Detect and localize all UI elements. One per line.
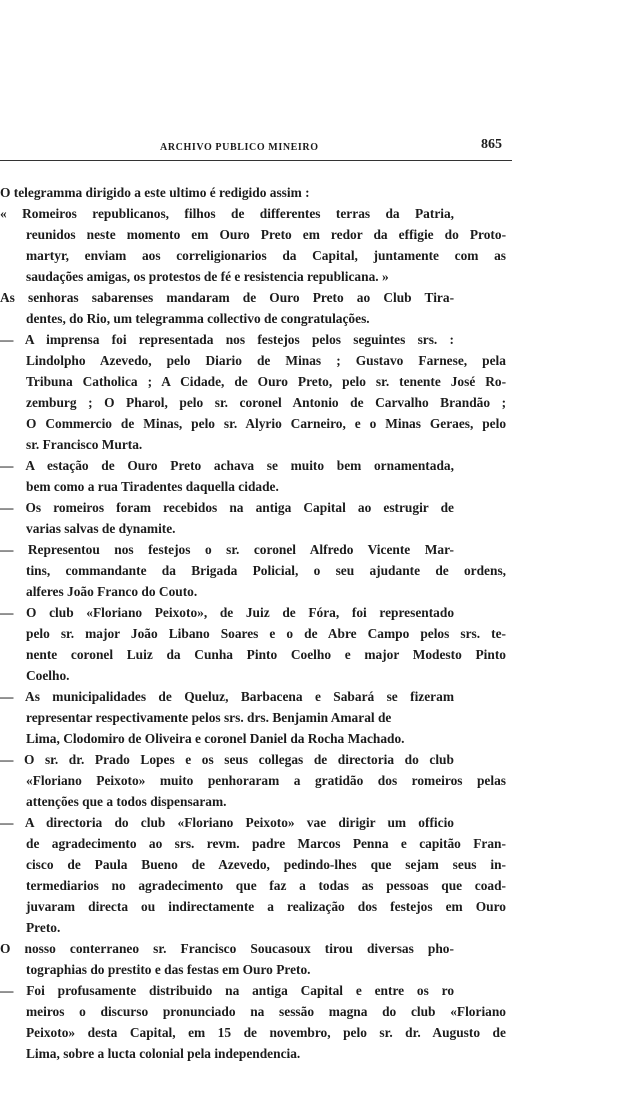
text-line: juvaram directa ou indirectamente a realização dos festejos em Ouro — [26, 899, 506, 914]
text-line: varias salvas de dynamite. — [26, 521, 176, 536]
text-line: Lima, sobre a lucta colonial pela independencia. — [26, 1046, 301, 1061]
text-line: dentes, do Rio, um telegramma collectivo de congratulações. — [26, 311, 370, 326]
text-line: — A imprensa foi representada nos festejos pelos seguintes srs. : — [0, 332, 454, 347]
article-body — [0, 182, 506, 1064]
paragraph-coronel — [0, 539, 506, 602]
text-line: — Representou nos festejos o sr. coronel Alfredo Vicente Mar- — [0, 542, 454, 557]
text-line: O nosso conterraneo sr. Francisco Soucasoux tirou diversas pho- — [0, 941, 454, 956]
text-line: tographias do prestito e das festas em Ouro Preto. — [26, 962, 311, 977]
header-rule — [0, 160, 512, 161]
text-line: — A estação de Ouro Preto achava se muito bem ornamentada, — [0, 458, 454, 473]
text-line: zemburg ; O Pharol, pelo sr. coronel Antonio de Carvalho Brandão ; — [26, 395, 507, 410]
text-line: sr. Francisco Murta. — [26, 437, 143, 452]
text-line: — Os romeiros foram recebidos na antiga Capital ao estrugir de — [0, 500, 454, 515]
text-line: alferes João Franco do Couto. — [26, 584, 198, 599]
text-line: — Foi profusamente distribuido na antiga Capital e entre os ro — [0, 983, 455, 998]
text-line: — O club «Floriano Peixoto», de Juiz de Fóra, foi representado — [0, 605, 455, 620]
text-line: « Romeiros republicanos, filhos de differentes terras da Patria, — [0, 206, 455, 221]
text-line: pelo sr. major João Libano Soares e o de Abre Campo pelos srs. te- — [26, 626, 506, 641]
text-line: bem como a rua Tiradentes daquella cidade. — [26, 479, 279, 494]
text-line: tins, commandante da Brigada Policial, o seu ajudante de ordens, — [26, 563, 507, 578]
paragraph-directoria — [0, 812, 506, 938]
text-line: martyr, enviam aos correligionarios da Capital, juntamente com as — [26, 248, 506, 263]
text-line: cisco de Paula Bueno de Azevedo, pedindo-lhes que sejam seus in- — [26, 857, 506, 872]
text-line: O Commercio de Minas, pelo sr. Alyrio Carneiro, e o Minas Geraes, pelo — [26, 416, 507, 431]
text-line: de agradecimento ao srs. revm. padre Marcos Penna e capitão Fran- — [26, 836, 506, 851]
paragraph-telegram-intro — [0, 182, 506, 203]
paragraph-club-juiz-de-fora — [0, 602, 506, 686]
text-line: meiros o discurso pronunciado na sessão magna do club «Floriano — [26, 1004, 506, 1019]
text-line: O telegramma dirigido a este ultimo é redigido assim : — [0, 185, 310, 200]
text-line: Lima, Clodomiro de Oliveira e coronel Daniel da Rocha Machado. — [26, 731, 405, 746]
running-header-title: ARCHIVO PUBLICO MINEIRO — [160, 142, 319, 153]
text-line: — As municipalidades de Queluz, Barbacena e Sabará se fizeram — [0, 689, 454, 704]
text-line: saudações amigas, os protestos de fé e resistencia republicana. » — [26, 269, 389, 284]
text-line: termediarios no agradecimento que faz a todas as pessoas que coad- — [26, 878, 507, 893]
paragraph-sabarenses — [0, 287, 506, 329]
paragraph-photographias — [0, 938, 506, 980]
text-line: As senhoras sabarenses mandaram de Ouro Preto ao Club Tira- — [0, 290, 455, 305]
paragraph-municipalidades — [0, 686, 506, 749]
text-line: representar respectivamente pelos srs. drs. Benjamin Amaral de — [26, 710, 392, 725]
text-line: Coelho. — [26, 668, 70, 683]
paragraph-prado-lopes — [0, 749, 506, 812]
text-line: «Floriano Peixoto» muito penhoraram a gratidão dos romeiros pelas — [26, 773, 506, 788]
text-line: Preto. — [26, 920, 61, 935]
paragraph-discurso — [0, 980, 506, 1064]
text-line: — O sr. dr. Prado Lopes e os seus collegas de directoria do club — [0, 752, 454, 767]
text-line: attenções que a todos dispensaram. — [26, 794, 227, 809]
paragraph-estacao — [0, 455, 506, 497]
text-line: — A directoria do club «Floriano Peixoto» vae dirigir um officio — [0, 815, 454, 830]
paragraph-imprensa — [0, 329, 506, 455]
text-line: Peixoto» desta Capital, em 15 de novembro, pelo sr. dr. Augusto de — [26, 1025, 506, 1040]
text-line: nente coronel Luiz da Cunha Pinto Coelho e major Modesto Pinto — [26, 647, 506, 662]
text-line: Lindolpho Azevedo, pelo Diario de Minas ; Gustavo Farnese, pela — [26, 353, 506, 368]
text-line: Tribuna Catholica ; A Cidade, de Ouro Preto, pelo sr. tenente José Ro- — [26, 374, 507, 389]
page-number: 865 — [481, 137, 502, 152]
text-line: reunidos neste momento em Ouro Preto em redor da effigie do Proto- — [26, 227, 507, 242]
paragraph-romeiros — [0, 497, 506, 539]
paragraph-telegram-text — [0, 203, 506, 287]
